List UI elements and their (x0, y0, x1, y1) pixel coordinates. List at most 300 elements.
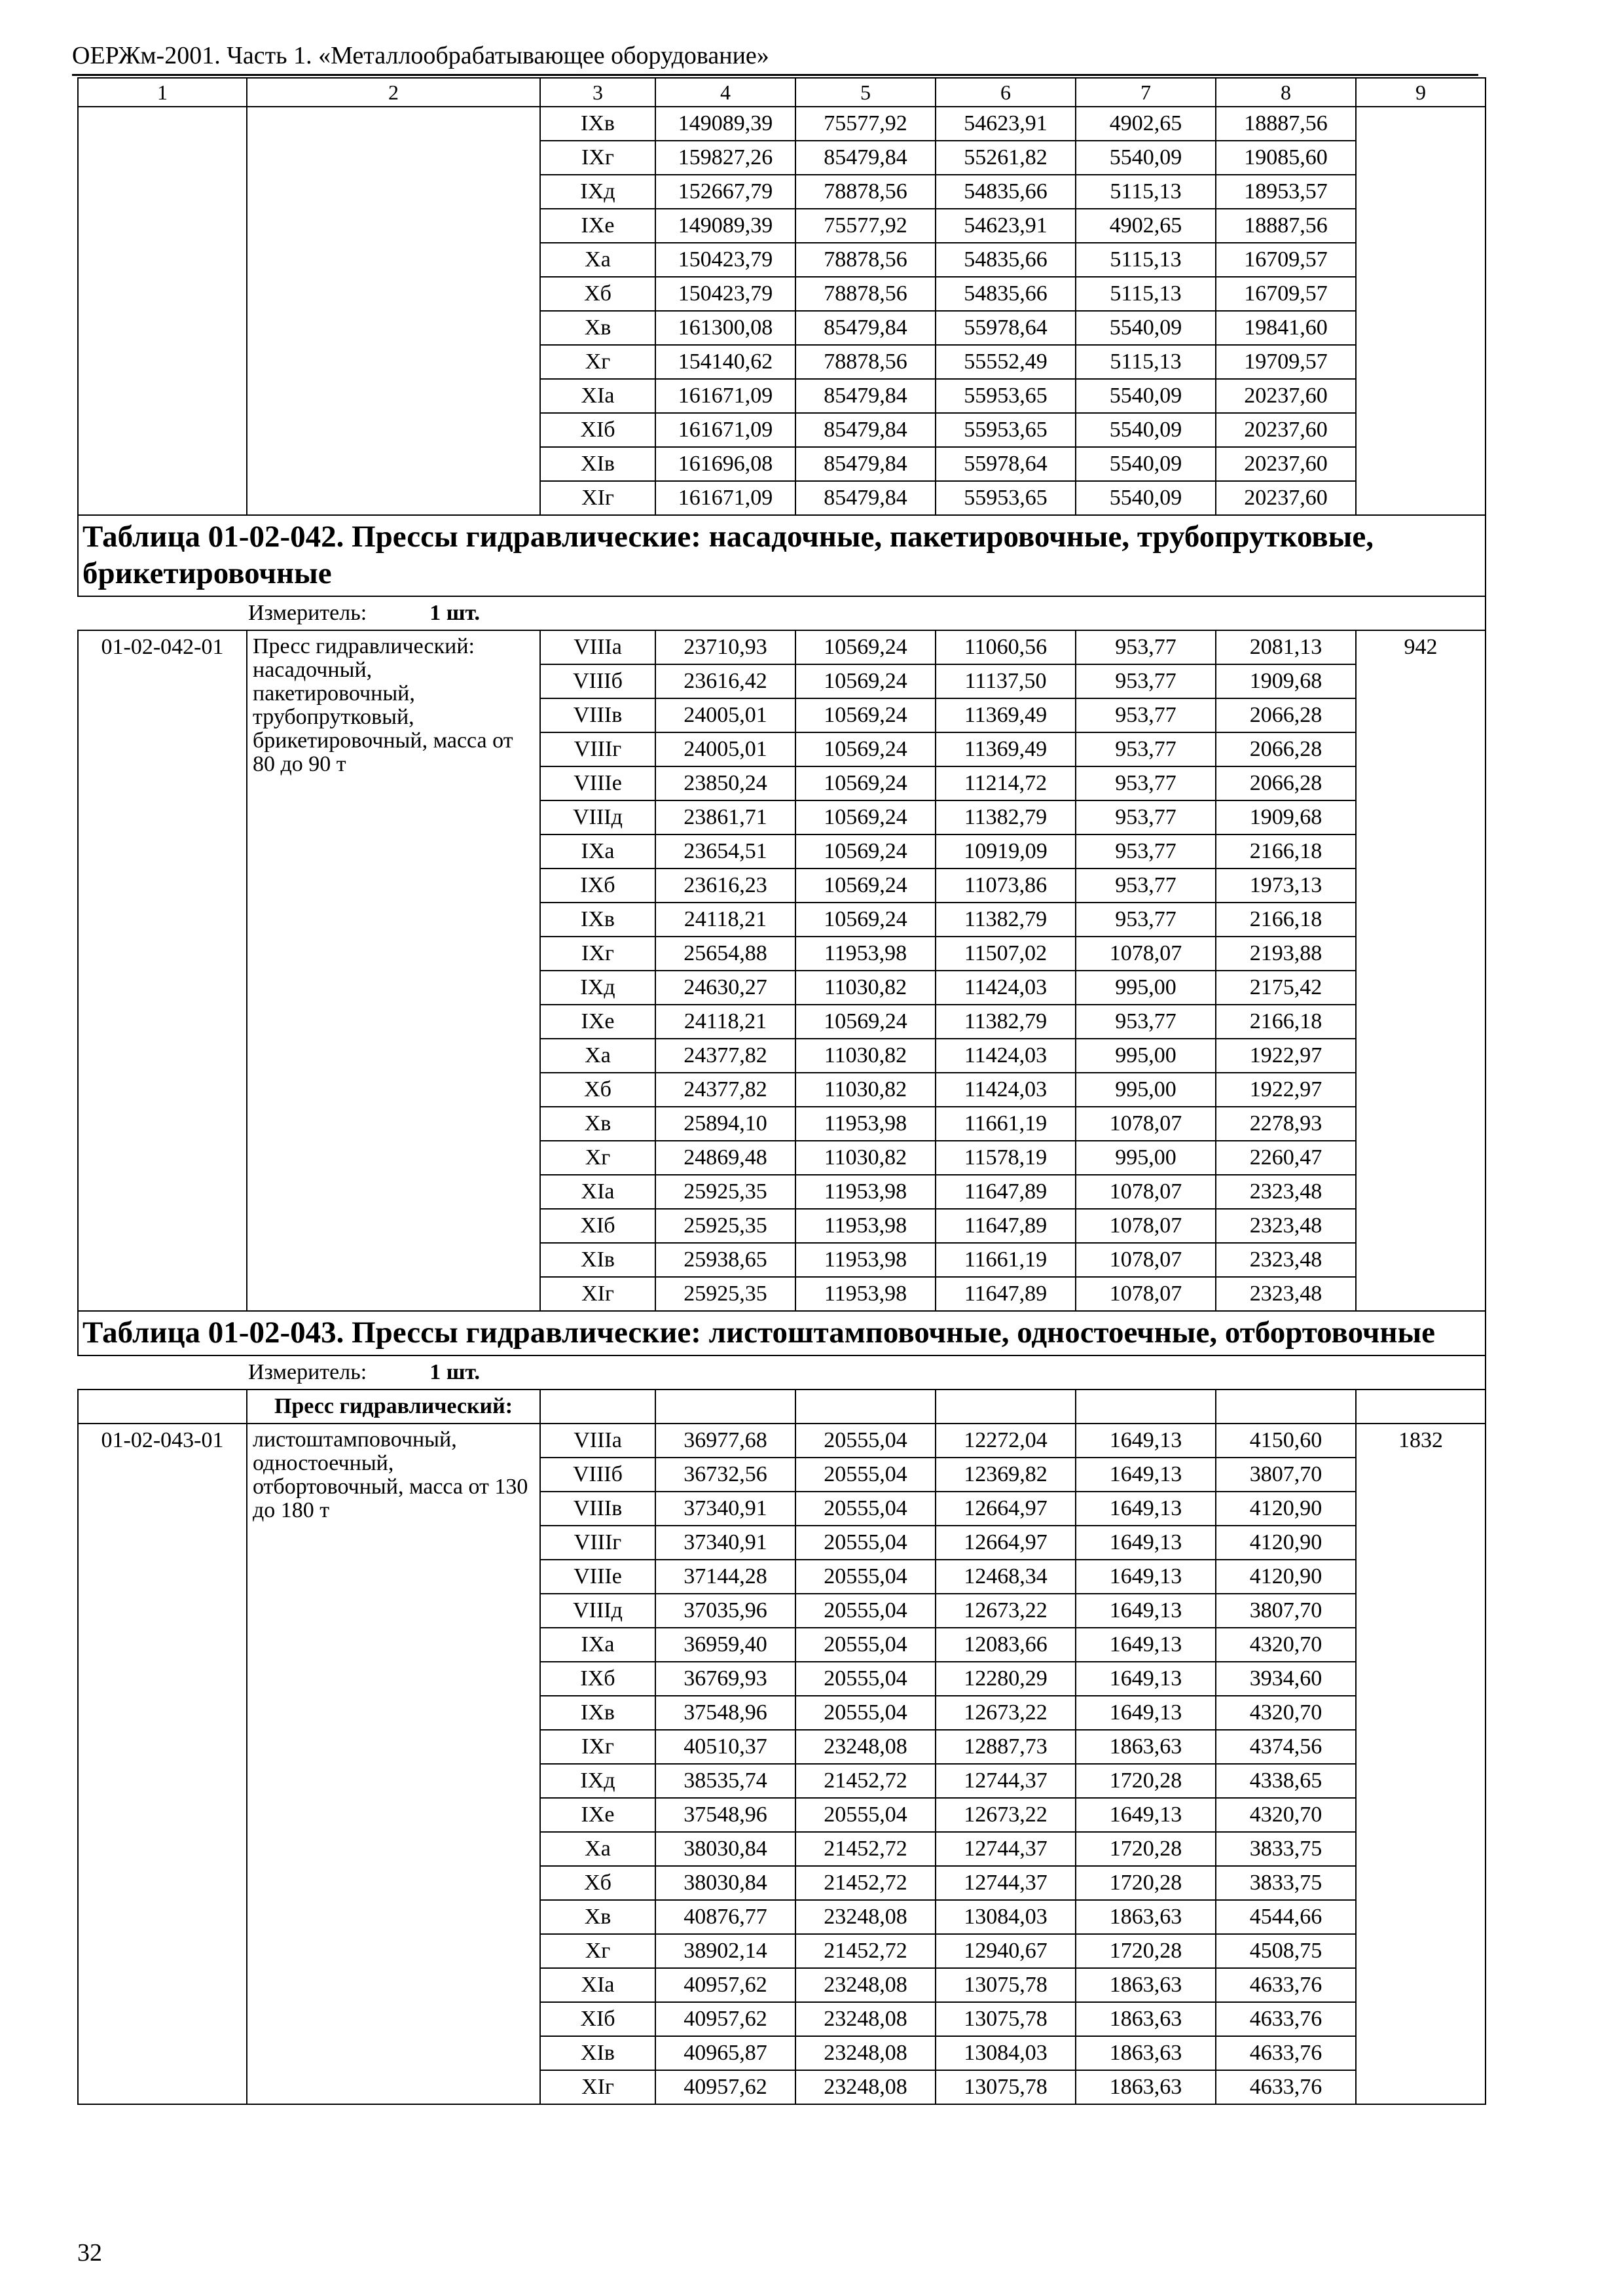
machinist-wages-cell: 1649,13 (1076, 1628, 1216, 1662)
materials-cost-cell: 4338,65 (1216, 1764, 1356, 1798)
machine-cost-cell: 12664,97 (936, 1492, 1076, 1526)
wages-cell: 20555,04 (795, 1662, 936, 1696)
region-code-cell: VIIIб (540, 1458, 655, 1492)
materials-cost-cell: 4633,76 (1216, 2070, 1356, 2104)
wages-cell: 11953,98 (795, 1277, 936, 1311)
materials-cost-cell: 4508,75 (1216, 1934, 1356, 1968)
machinist-wages-cell: 953,77 (1076, 664, 1216, 698)
region-code-cell: XIб (540, 1209, 655, 1243)
region-code-cell: IXe (540, 209, 655, 243)
materials-cost-cell: 2081,13 (1216, 630, 1356, 664)
region-code-cell: XIб (540, 413, 655, 447)
region-code-cell: Xв (540, 1900, 655, 1934)
total-cost-cell: 25894,10 (655, 1107, 795, 1141)
total-cost-cell: 161696,08 (655, 447, 795, 481)
total-cost-cell: 161300,08 (655, 311, 795, 345)
total-cost-cell: 38030,84 (655, 1866, 795, 1900)
total-cost-cell: 37340,91 (655, 1492, 795, 1526)
region-code-cell: IXe (540, 1005, 655, 1039)
region-code-cell: VIIIe (540, 1560, 655, 1594)
region-code-cell: XIг (540, 1277, 655, 1311)
materials-cost-cell: 2166,18 (1216, 903, 1356, 937)
materials-cost-cell: 20237,60 (1216, 447, 1356, 481)
wages-cell: 23248,08 (795, 2070, 936, 2104)
page-header: ОЕРЖм-2001. Часть 1. «Металлообрабатывающее оборудование» (72, 42, 769, 69)
machinist-wages-cell: 5540,09 (1076, 447, 1216, 481)
total-cost-cell: 154140,62 (655, 345, 795, 379)
machine-cost-cell: 55953,65 (936, 379, 1076, 413)
table-title-row (78, 1311, 1486, 1355)
region-code-cell: IXд (540, 971, 655, 1005)
machinist-wages-cell: 5540,09 (1076, 141, 1216, 175)
materials-cost-cell: 3807,70 (1216, 1458, 1356, 1492)
region-code-cell: VIIIa (540, 630, 655, 664)
machine-cost-cell: 12744,37 (936, 1764, 1076, 1798)
machinist-wages-cell: 4902,65 (1076, 107, 1216, 141)
region-code-cell: VIIIг (540, 1526, 655, 1560)
code-cell: 01-02-042-01 (78, 630, 247, 1311)
machine-cost-cell: 11424,03 (936, 1073, 1076, 1107)
machinist-wages-cell: 995,00 (1076, 971, 1216, 1005)
total-cost-cell: 24118,21 (655, 903, 795, 937)
wages-cell: 11030,82 (795, 1073, 936, 1107)
region-code-cell: VIIIв (540, 1492, 655, 1526)
materials-cost-cell: 4150,60 (1216, 1424, 1356, 1458)
materials-cost-cell: 16709,57 (1216, 277, 1356, 311)
machinist-wages-cell: 5115,13 (1076, 277, 1216, 311)
machine-cost-cell: 11647,89 (936, 1175, 1076, 1209)
machine-cost-cell: 13075,78 (936, 2070, 1076, 2104)
total-cost-cell: 38030,84 (655, 1832, 795, 1866)
region-code-cell: Xб (540, 277, 655, 311)
total-cost-cell: 159827,26 (655, 141, 795, 175)
machinist-wages-cell: 5540,09 (1076, 379, 1216, 413)
materials-cost-cell: 3934,60 (1216, 1662, 1356, 1696)
machinist-wages-cell: 1649,13 (1076, 1526, 1216, 1560)
wages-cell: 85479,84 (795, 481, 936, 515)
total-cost-cell: 37144,28 (655, 1560, 795, 1594)
machinist-wages-cell: 1649,13 (1076, 1696, 1216, 1730)
description-cell: листоштамповочный, одностоечный, отбортовочный, масса от 130 до 180 т (247, 1424, 540, 2104)
machine-cost-cell: 11424,03 (936, 1039, 1076, 1073)
machine-cost-cell: 12887,73 (936, 1730, 1076, 1764)
wages-cell: 10569,24 (795, 903, 936, 937)
machine-cost-cell: 12664,97 (936, 1526, 1076, 1560)
wages-cell: 20555,04 (795, 1696, 936, 1730)
unit-row (78, 596, 1486, 630)
subheading-empty (1356, 1390, 1486, 1424)
machine-cost-cell: 12280,29 (936, 1662, 1076, 1696)
region-code-cell: XIa (540, 1175, 655, 1209)
unit-value: 1 шт. (429, 1360, 481, 1384)
total-cost-cell: 24005,01 (655, 732, 795, 766)
wages-cell: 85479,84 (795, 413, 936, 447)
machine-cost-cell: 12673,22 (936, 1798, 1076, 1832)
region-code-cell: VIIIв (540, 698, 655, 732)
machinist-wages-cell: 5115,13 (1076, 243, 1216, 277)
machinist-wages-cell: 1078,07 (1076, 1277, 1216, 1311)
materials-cost-cell: 2066,28 (1216, 766, 1356, 800)
unit-cell (247, 1355, 1486, 1390)
column-number: 2 (247, 78, 540, 107)
region-code-cell: XIв (540, 1243, 655, 1277)
region-code-cell: VIIIe (540, 766, 655, 800)
header-rule (72, 74, 1478, 76)
machinist-wages-cell: 1078,07 (1076, 1175, 1216, 1209)
materials-cost-cell: 16709,57 (1216, 243, 1356, 277)
machine-cost-cell: 12083,66 (936, 1628, 1076, 1662)
total-cost-cell: 40510,37 (655, 1730, 795, 1764)
wages-cell: 21452,72 (795, 1832, 936, 1866)
wages-cell: 10569,24 (795, 1005, 936, 1039)
wages-cell: 10569,24 (795, 630, 936, 664)
materials-cost-cell: 2066,28 (1216, 698, 1356, 732)
materials-cost-cell: 20237,60 (1216, 379, 1356, 413)
total-cost-cell: 36769,93 (655, 1662, 795, 1696)
total-cost-cell: 38535,74 (655, 1764, 795, 1798)
wages-cell: 10569,24 (795, 834, 936, 869)
total-cost-cell: 25925,35 (655, 1175, 795, 1209)
total-cost-cell: 150423,79 (655, 277, 795, 311)
subheading-empty (1076, 1390, 1216, 1424)
machinist-wages-cell: 953,77 (1076, 903, 1216, 937)
wages-cell: 11030,82 (795, 1141, 936, 1175)
machine-cost-cell: 11214,72 (936, 766, 1076, 800)
machinist-wages-cell: 1078,07 (1076, 1243, 1216, 1277)
wages-cell: 78878,56 (795, 243, 936, 277)
workers-cell: 942 (1356, 630, 1486, 1311)
machine-cost-cell: 11060,56 (936, 630, 1076, 664)
unit-spacer (78, 1355, 247, 1390)
wages-cell: 11953,98 (795, 937, 936, 971)
total-cost-cell: 23616,42 (655, 664, 795, 698)
wages-cell: 20555,04 (795, 1628, 936, 1662)
machine-cost-cell: 12744,37 (936, 1832, 1076, 1866)
column-number: 9 (1356, 78, 1486, 107)
table-title: Таблица 01-02-043. Прессы гидравлические: листоштамповочные, одностоечные, отбортовочные (78, 1311, 1486, 1355)
materials-cost-cell: 1909,68 (1216, 800, 1356, 834)
machinist-wages-cell: 953,77 (1076, 732, 1216, 766)
materials-cost-cell: 2175,42 (1216, 971, 1356, 1005)
wages-cell: 10569,24 (795, 869, 936, 903)
region-code-cell: Xв (540, 311, 655, 345)
unit-label: Измеритель: (248, 1360, 367, 1384)
machine-cost-cell: 11647,89 (936, 1277, 1076, 1311)
total-cost-cell: 23616,23 (655, 869, 795, 903)
column-number: 5 (795, 78, 936, 107)
wages-cell: 75577,92 (795, 107, 936, 141)
column-number: 8 (1216, 78, 1356, 107)
machinist-wages-cell: 1649,13 (1076, 1662, 1216, 1696)
machinist-wages-cell: 5115,13 (1076, 345, 1216, 379)
machinist-wages-cell: 1649,13 (1076, 1492, 1216, 1526)
materials-cost-cell: 1909,68 (1216, 664, 1356, 698)
column-number: 1 (78, 78, 247, 107)
total-cost-cell: 24118,21 (655, 1005, 795, 1039)
wages-cell: 20555,04 (795, 1492, 936, 1526)
wages-cell: 20555,04 (795, 1458, 936, 1492)
subheading-empty (1216, 1390, 1356, 1424)
machine-cost-cell: 54835,66 (936, 243, 1076, 277)
region-code-cell: IXв (540, 903, 655, 937)
total-cost-cell: 25938,65 (655, 1243, 795, 1277)
wages-cell: 11953,98 (795, 1209, 936, 1243)
wages-cell: 21452,72 (795, 1764, 936, 1798)
region-code-cell: IXв (540, 107, 655, 141)
total-cost-cell: 24377,82 (655, 1039, 795, 1073)
machine-cost-cell: 10919,09 (936, 834, 1076, 869)
workers-cell: 1832 (1356, 1424, 1486, 2104)
region-code-cell: XIг (540, 481, 655, 515)
wages-cell: 20555,04 (795, 1560, 936, 1594)
materials-cost-cell: 3833,75 (1216, 1832, 1356, 1866)
wages-cell: 11953,98 (795, 1107, 936, 1141)
machine-cost-cell: 11382,79 (936, 903, 1076, 937)
materials-cost-cell: 20237,60 (1216, 413, 1356, 447)
machinist-wages-cell: 1863,63 (1076, 2070, 1216, 2104)
column-number: 3 (540, 78, 655, 107)
materials-cost-cell: 4120,90 (1216, 1560, 1356, 1594)
region-code-cell: IXг (540, 141, 655, 175)
wages-cell: 10569,24 (795, 800, 936, 834)
region-code-cell: VIIIд (540, 1594, 655, 1628)
total-cost-cell: 161671,09 (655, 481, 795, 515)
column-number: 4 (655, 78, 795, 107)
machinist-wages-cell: 995,00 (1076, 1141, 1216, 1175)
wages-cell: 10569,24 (795, 664, 936, 698)
machine-cost-cell: 11424,03 (936, 971, 1076, 1005)
region-code-cell: Xб (540, 1073, 655, 1107)
total-cost-cell: 37548,96 (655, 1696, 795, 1730)
region-code-cell: IXa (540, 1628, 655, 1662)
wages-cell: 23248,08 (795, 2002, 936, 2036)
region-code-cell: VIIIa (540, 1424, 655, 1458)
total-cost-cell: 23861,71 (655, 800, 795, 834)
region-code-cell: Xг (540, 345, 655, 379)
machinist-wages-cell: 953,77 (1076, 698, 1216, 732)
unit-label: Измеритель: (248, 601, 367, 625)
materials-cost-cell: 18953,57 (1216, 175, 1356, 209)
wages-cell: 23248,08 (795, 1730, 936, 1764)
materials-cost-cell: 20237,60 (1216, 481, 1356, 515)
materials-cost-cell: 4633,76 (1216, 1968, 1356, 2002)
wages-cell: 10569,24 (795, 732, 936, 766)
materials-cost-cell: 3833,75 (1216, 1866, 1356, 1900)
materials-cost-cell: 19841,60 (1216, 311, 1356, 345)
region-code-cell: XIв (540, 447, 655, 481)
machine-cost-cell: 13084,03 (936, 1900, 1076, 1934)
total-cost-cell: 40876,77 (655, 1900, 795, 1934)
table-title-row (78, 515, 1486, 596)
machine-cost-cell: 12272,04 (936, 1424, 1076, 1458)
code-cell (78, 107, 247, 515)
machine-cost-cell: 11369,49 (936, 698, 1076, 732)
region-code-cell: IXг (540, 1730, 655, 1764)
region-code-cell: IXe (540, 1798, 655, 1832)
total-cost-cell: 152667,79 (655, 175, 795, 209)
subheading: Пресс гидравлический: (247, 1390, 540, 1424)
machine-cost-cell: 11507,02 (936, 937, 1076, 971)
wages-cell: 11953,98 (795, 1243, 936, 1277)
machine-cost-cell: 55261,82 (936, 141, 1076, 175)
machinist-wages-cell: 5540,09 (1076, 481, 1216, 515)
machinist-wages-cell: 953,77 (1076, 869, 1216, 903)
region-code-cell: VIIIд (540, 800, 655, 834)
wages-cell: 20555,04 (795, 1526, 936, 1560)
total-cost-cell: 36959,40 (655, 1628, 795, 1662)
region-code-cell: Xг (540, 1141, 655, 1175)
total-cost-cell: 150423,79 (655, 243, 795, 277)
materials-cost-cell: 1922,97 (1216, 1073, 1356, 1107)
materials-cost-cell: 4633,76 (1216, 2036, 1356, 2070)
wages-cell: 78878,56 (795, 345, 936, 379)
machinist-wages-cell: 1649,13 (1076, 1458, 1216, 1492)
region-code-cell: IXд (540, 175, 655, 209)
wages-cell: 11030,82 (795, 1039, 936, 1073)
wages-cell: 11953,98 (795, 1175, 936, 1209)
subheading-empty (540, 1390, 655, 1424)
machine-cost-cell: 55978,64 (936, 311, 1076, 345)
materials-cost-cell: 2166,18 (1216, 834, 1356, 869)
total-cost-cell: 24630,27 (655, 971, 795, 1005)
subheading-empty (795, 1390, 936, 1424)
table-row (78, 630, 1486, 664)
materials-cost-cell: 19709,57 (1216, 345, 1356, 379)
region-code-cell: Xa (540, 1832, 655, 1866)
total-cost-cell: 149089,39 (655, 107, 795, 141)
total-cost-cell: 40957,62 (655, 1968, 795, 2002)
total-cost-cell: 24005,01 (655, 698, 795, 732)
machinist-wages-cell: 1649,13 (1076, 1424, 1216, 1458)
machine-cost-cell: 11073,86 (936, 869, 1076, 903)
total-cost-cell: 23710,93 (655, 630, 795, 664)
unit-cell (247, 596, 1486, 630)
wages-cell: 23248,08 (795, 2036, 936, 2070)
machinist-wages-cell: 995,00 (1076, 1073, 1216, 1107)
machine-cost-cell: 11137,50 (936, 664, 1076, 698)
wages-cell: 21452,72 (795, 1866, 936, 1900)
materials-cost-cell: 4320,70 (1216, 1628, 1356, 1662)
total-cost-cell: 37548,96 (655, 1798, 795, 1832)
wages-cell: 85479,84 (795, 141, 936, 175)
total-cost-cell: 36732,56 (655, 1458, 795, 1492)
materials-cost-cell: 4120,90 (1216, 1492, 1356, 1526)
region-code-cell: Xб (540, 1866, 655, 1900)
subheading-empty (936, 1390, 1076, 1424)
page-number: 32 (77, 2239, 102, 2267)
materials-cost-cell: 2323,48 (1216, 1175, 1356, 1209)
machinist-wages-cell: 1078,07 (1076, 937, 1216, 971)
materials-cost-cell: 19085,60 (1216, 141, 1356, 175)
machine-cost-cell: 12940,67 (936, 1934, 1076, 1968)
wages-cell: 11030,82 (795, 971, 936, 1005)
machinist-wages-cell: 1649,13 (1076, 1560, 1216, 1594)
total-cost-cell: 40965,87 (655, 2036, 795, 2070)
materials-cost-cell: 4633,76 (1216, 2002, 1356, 2036)
materials-cost-cell: 2066,28 (1216, 732, 1356, 766)
workers-cell (1356, 107, 1486, 515)
subheading-empty (655, 1390, 795, 1424)
machinist-wages-cell: 5540,09 (1076, 311, 1216, 345)
total-cost-cell: 25925,35 (655, 1209, 795, 1243)
total-cost-cell: 25654,88 (655, 937, 795, 971)
subheading-row (78, 1390, 1486, 1424)
machinist-wages-cell: 995,00 (1076, 1039, 1216, 1073)
machinist-wages-cell: 1863,63 (1076, 1968, 1216, 2002)
total-cost-cell: 24869,48 (655, 1141, 795, 1175)
wages-cell: 78878,56 (795, 277, 936, 311)
machinist-wages-cell: 1863,63 (1076, 1900, 1216, 1934)
total-cost-cell: 23850,24 (655, 766, 795, 800)
machine-cost-cell: 12673,22 (936, 1594, 1076, 1628)
machine-cost-cell: 54623,91 (936, 209, 1076, 243)
wages-cell: 23248,08 (795, 1900, 936, 1934)
region-code-cell: XIв (540, 2036, 655, 2070)
table-row (78, 107, 1486, 141)
total-cost-cell: 161671,09 (655, 413, 795, 447)
machine-cost-cell: 13075,78 (936, 2002, 1076, 2036)
region-code-cell: IXд (540, 1764, 655, 1798)
unit-value: 1 шт. (429, 601, 481, 625)
total-cost-cell: 40957,62 (655, 2070, 795, 2104)
region-code-cell: IXб (540, 1662, 655, 1696)
region-code-cell: XIг (540, 2070, 655, 2104)
region-code-cell: XIa (540, 1968, 655, 2002)
wages-cell: 10569,24 (795, 766, 936, 800)
machinist-wages-cell: 953,77 (1076, 1005, 1216, 1039)
materials-cost-cell: 2323,48 (1216, 1243, 1356, 1277)
machinist-wages-cell: 953,77 (1076, 834, 1216, 869)
wages-cell: 20555,04 (795, 1594, 936, 1628)
machine-cost-cell: 11369,49 (936, 732, 1076, 766)
machine-cost-cell: 12369,82 (936, 1458, 1076, 1492)
machine-cost-cell: 54835,66 (936, 175, 1076, 209)
region-code-cell: Xв (540, 1107, 655, 1141)
machinist-wages-cell: 1649,13 (1076, 1798, 1216, 1832)
machine-cost-cell: 12744,37 (936, 1866, 1076, 1900)
total-cost-cell: 36977,68 (655, 1424, 795, 1458)
total-cost-cell: 161671,09 (655, 379, 795, 413)
materials-cost-cell: 4544,66 (1216, 1900, 1356, 1934)
region-code-cell: IXб (540, 869, 655, 903)
machinist-wages-cell: 1649,13 (1076, 1594, 1216, 1628)
region-code-cell: VIIIг (540, 732, 655, 766)
materials-cost-cell: 18887,56 (1216, 209, 1356, 243)
machine-cost-cell: 11578,19 (936, 1141, 1076, 1175)
column-number-row (78, 78, 1486, 107)
machine-cost-cell: 55953,65 (936, 481, 1076, 515)
total-cost-cell: 38902,14 (655, 1934, 795, 1968)
subheading-spacer (78, 1390, 247, 1424)
region-code-cell: Xa (540, 1039, 655, 1073)
unit-row (78, 1355, 1486, 1390)
materials-cost-cell: 3807,70 (1216, 1594, 1356, 1628)
materials-cost-cell: 2278,93 (1216, 1107, 1356, 1141)
machinist-wages-cell: 1720,28 (1076, 1832, 1216, 1866)
machine-cost-cell: 55953,65 (936, 413, 1076, 447)
total-cost-cell: 24377,82 (655, 1073, 795, 1107)
region-code-cell: IXв (540, 1696, 655, 1730)
machine-cost-cell: 11382,79 (936, 1005, 1076, 1039)
wages-cell: 21452,72 (795, 1934, 936, 1968)
wages-cell: 10569,24 (795, 698, 936, 732)
materials-cost-cell: 2323,48 (1216, 1209, 1356, 1243)
wages-cell: 85479,84 (795, 379, 936, 413)
materials-cost-cell: 2323,48 (1216, 1277, 1356, 1311)
materials-cost-cell: 2260,47 (1216, 1141, 1356, 1175)
machine-cost-cell: 11647,89 (936, 1209, 1076, 1243)
machinist-wages-cell: 1863,63 (1076, 2002, 1216, 2036)
